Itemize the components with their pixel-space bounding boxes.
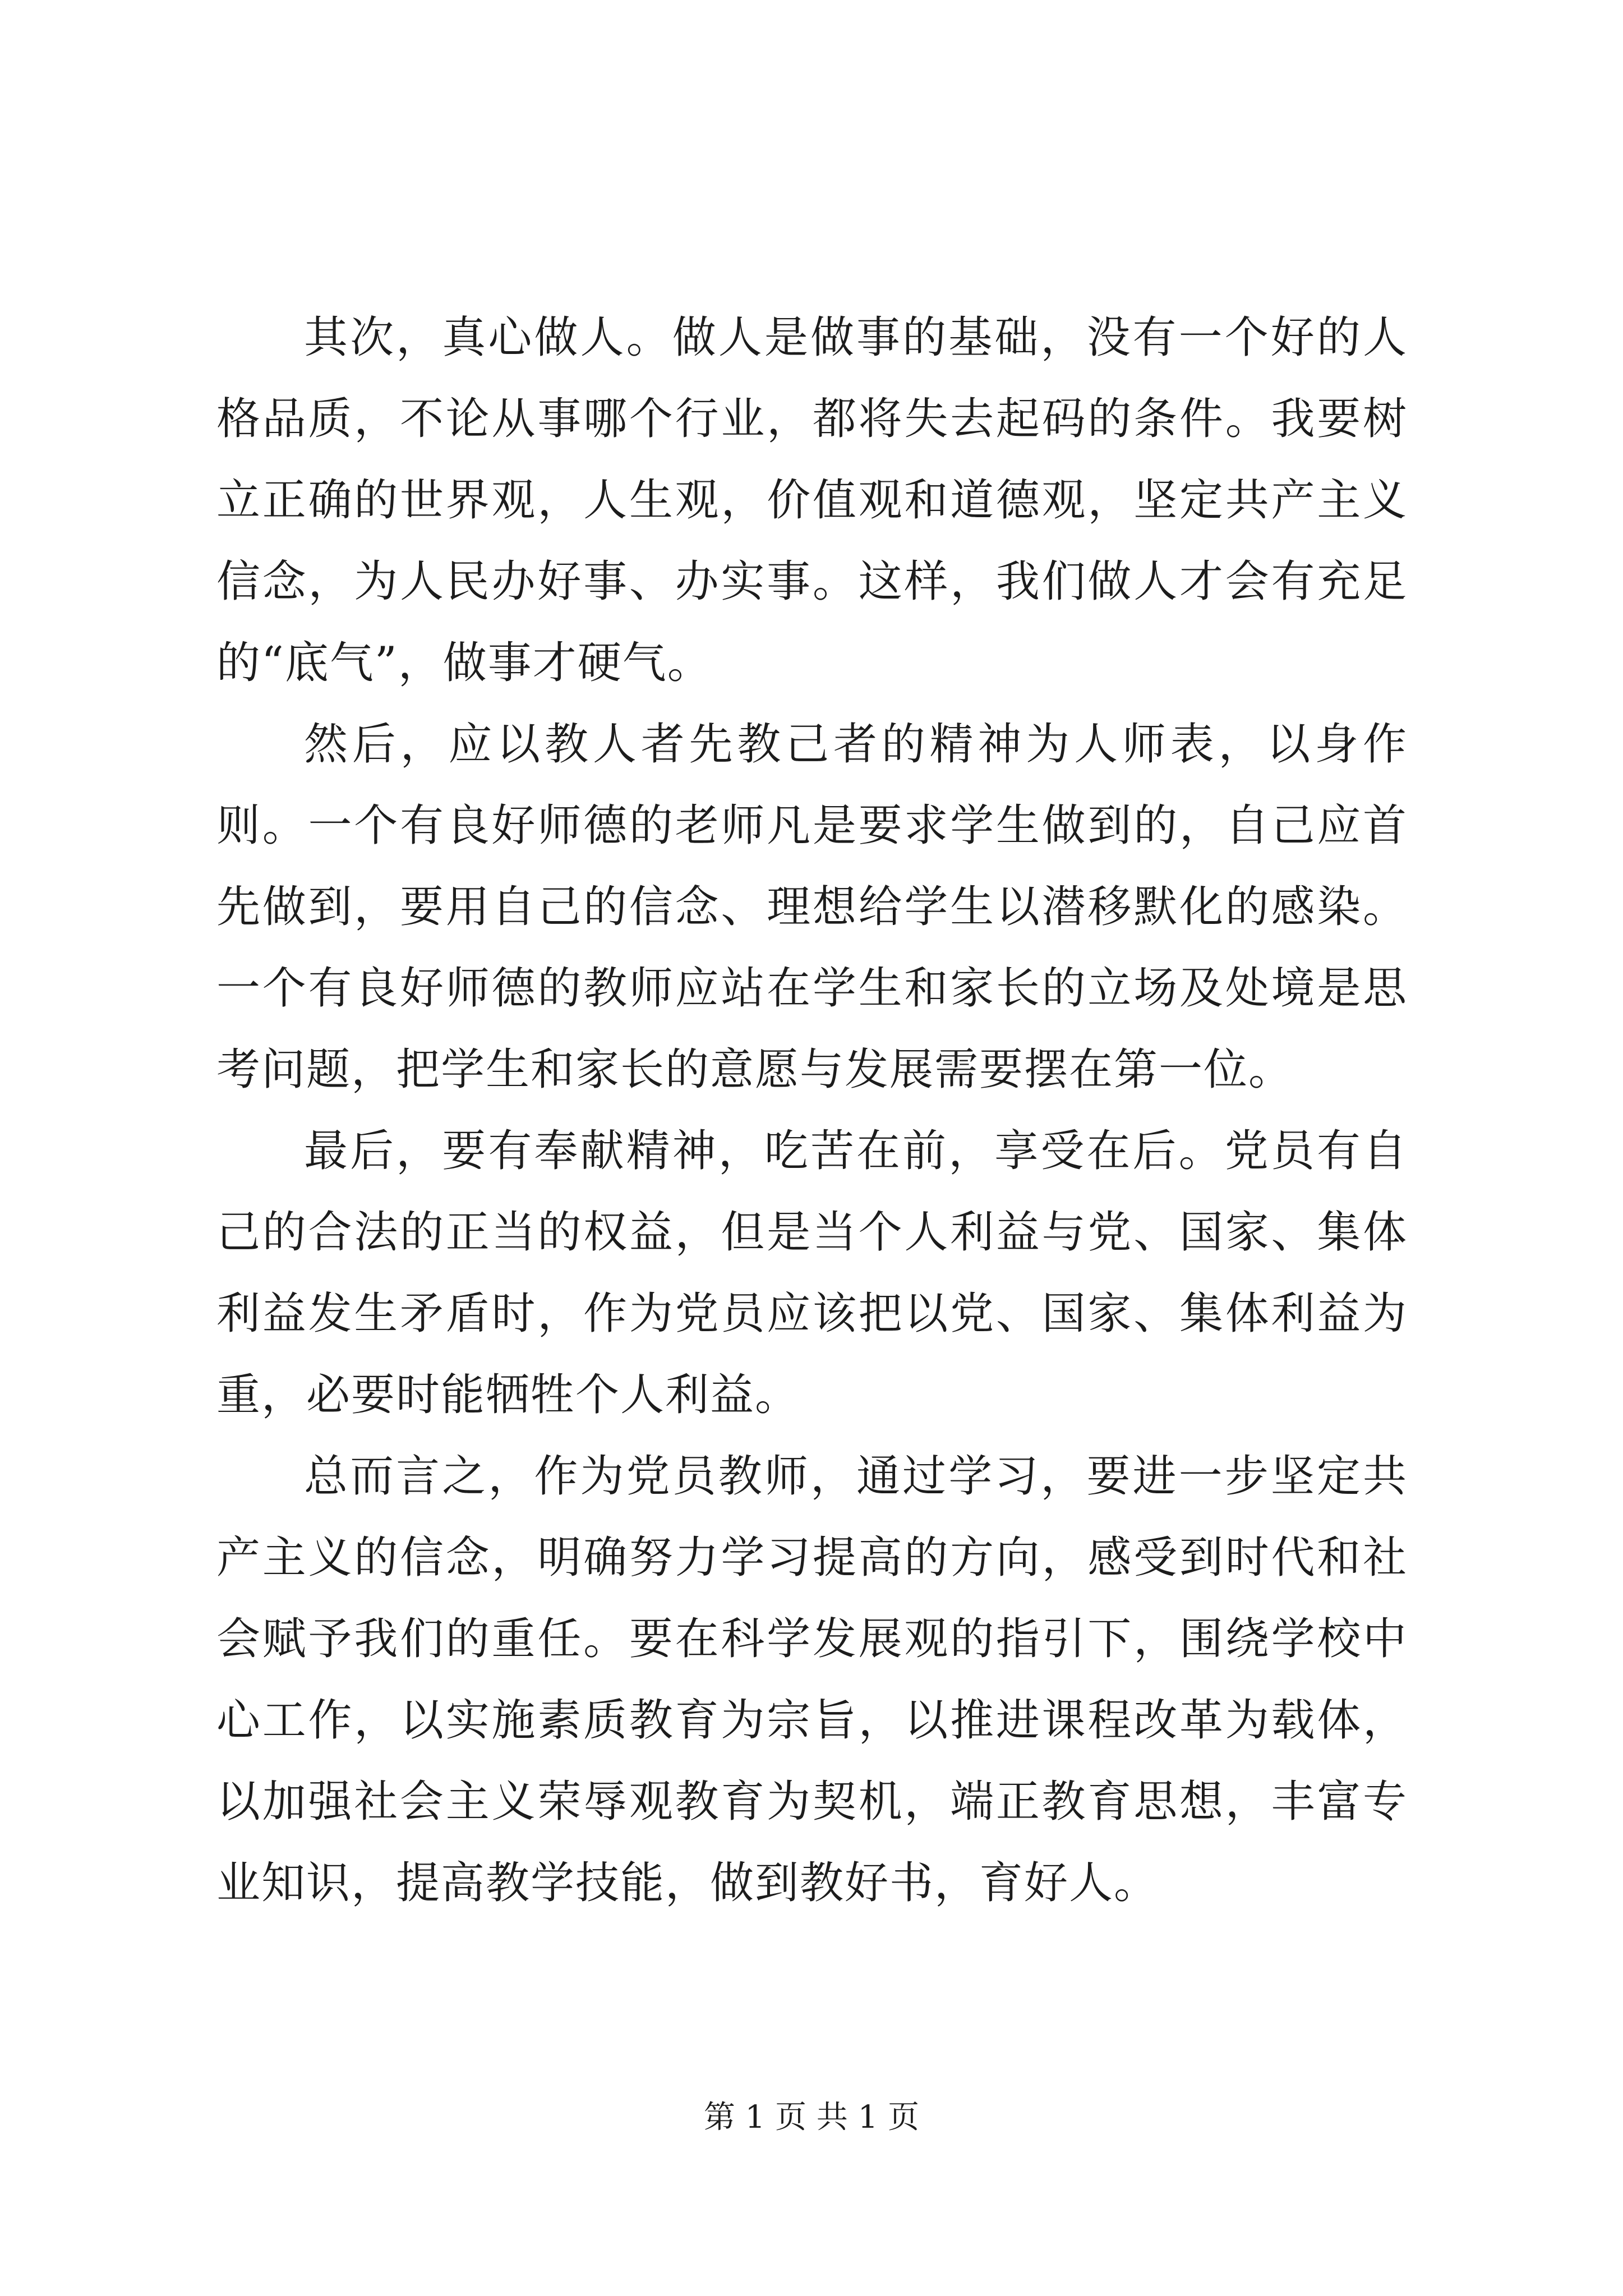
paragraph-3: 最后，要有奉献精神，吃苦在前，享受在后。党员有自己的合法的正当的权益，但是当个人利益与党、国家、集体利益发生矛盾时，作为党员应该把以党、国家、集体利益为重，必要时能牺牲个人利益。 [216, 1126, 1408, 1420]
paragraph-4: 总而言之，作为党员教师，通过学习，要进一步坚定共产主义的信念，明确努力学习提高的方向，感受到时代和社会赋予我们的重任。要在科学发展观的指引下，围绕学校中心工作，以实施素质教育为宗旨，以推进课程改革为载体，以加强社会主义荣辱观教育为契机，端正教育思想，丰富专业知识，提高教学技能，做到教好书，育好人。 [216, 1451, 1408, 1908]
paragraph-2: 然后，应以教人者先教己者的精神为人师表，以身作则。一个有良好师德的老师凡是要求学生做到的，自己应首先做到，要用自己的信念、理想给学生以潜移默化的感染。一个有良好师德的教师应站在学生和家长的立场及处境是思考问题，把学生和家长的意愿与发展需要摆在第一位。 [216, 719, 1408, 1095]
document-body [216, 297, 1408, 1924]
paragraph-1: 其次，真心做人。做人是做事的基础，没有一个好的人格品质，不论从事哪个行业，都将失去起码的条件。我要树立正确的世界观，人生观，价值观和道德观，坚定共产主义信念，为人民办好事、办实事。这样，我们做人才会有充足的“底气”，做事才硬气。 [216, 312, 1408, 688]
page-footer: 第 1 页 共 1 页 [703, 2099, 920, 2136]
